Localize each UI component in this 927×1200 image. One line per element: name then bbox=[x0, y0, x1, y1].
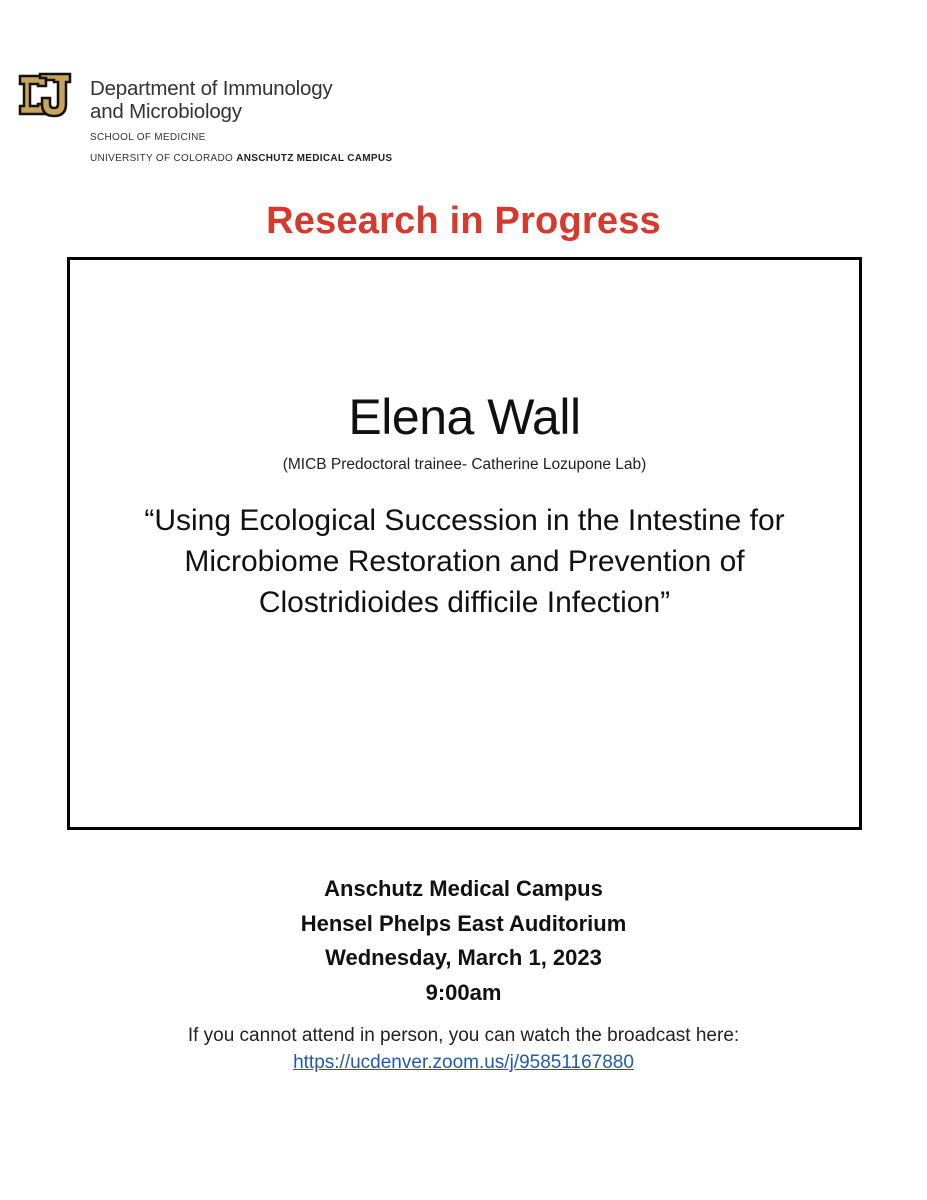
talk-title-line-3: Clostridioides difficile Infection” bbox=[258, 586, 671, 619]
event-location: Anschutz Medical Campus bbox=[324, 876, 603, 901]
event-heading: Research in Progress bbox=[266, 200, 661, 242]
header bbox=[16, 66, 476, 176]
university-name bbox=[90, 153, 392, 164]
talk-title-line-1: “Using Ecological Succession in the Intestine for bbox=[144, 504, 785, 537]
department-line-2: and Microbiology bbox=[90, 100, 242, 123]
broadcast-link[interactable]: https://ucdenver.zoom.us/j/95851167880 bbox=[293, 1052, 634, 1073]
event-date: Wednesday, March 1, 2023 bbox=[325, 945, 602, 970]
speaker-name: Elena Wall bbox=[348, 389, 581, 445]
broadcast-note: If you cannot attend in person, you can watch the broadcast here: bbox=[187, 1025, 740, 1046]
speaker-box bbox=[67, 257, 862, 830]
department-name bbox=[90, 77, 332, 123]
talk-title-line-2: Microbiome Restoration and Prevention of bbox=[184, 545, 745, 578]
campus-name: ANSCHUTZ MEDICAL CAMPUS bbox=[236, 153, 393, 164]
event-details bbox=[0, 872, 927, 1010]
school-name: SCHOOL OF MEDICINE bbox=[90, 132, 206, 143]
department-line-1: Department of Immunology bbox=[90, 77, 333, 100]
event-time: 9:00am bbox=[425, 979, 502, 1005]
speaker-affiliation: (MICB Predoctoral trainee- Catherine Lozupone Lab) bbox=[282, 456, 647, 473]
broadcast-link-container bbox=[0, 1052, 927, 1074]
talk-title bbox=[90, 500, 839, 623]
event-venue: Hensel Phelps East Auditorium bbox=[300, 910, 627, 936]
cu-logo-icon bbox=[16, 66, 74, 124]
university-prefix: UNIVERSITY OF COLORADO bbox=[90, 153, 234, 164]
